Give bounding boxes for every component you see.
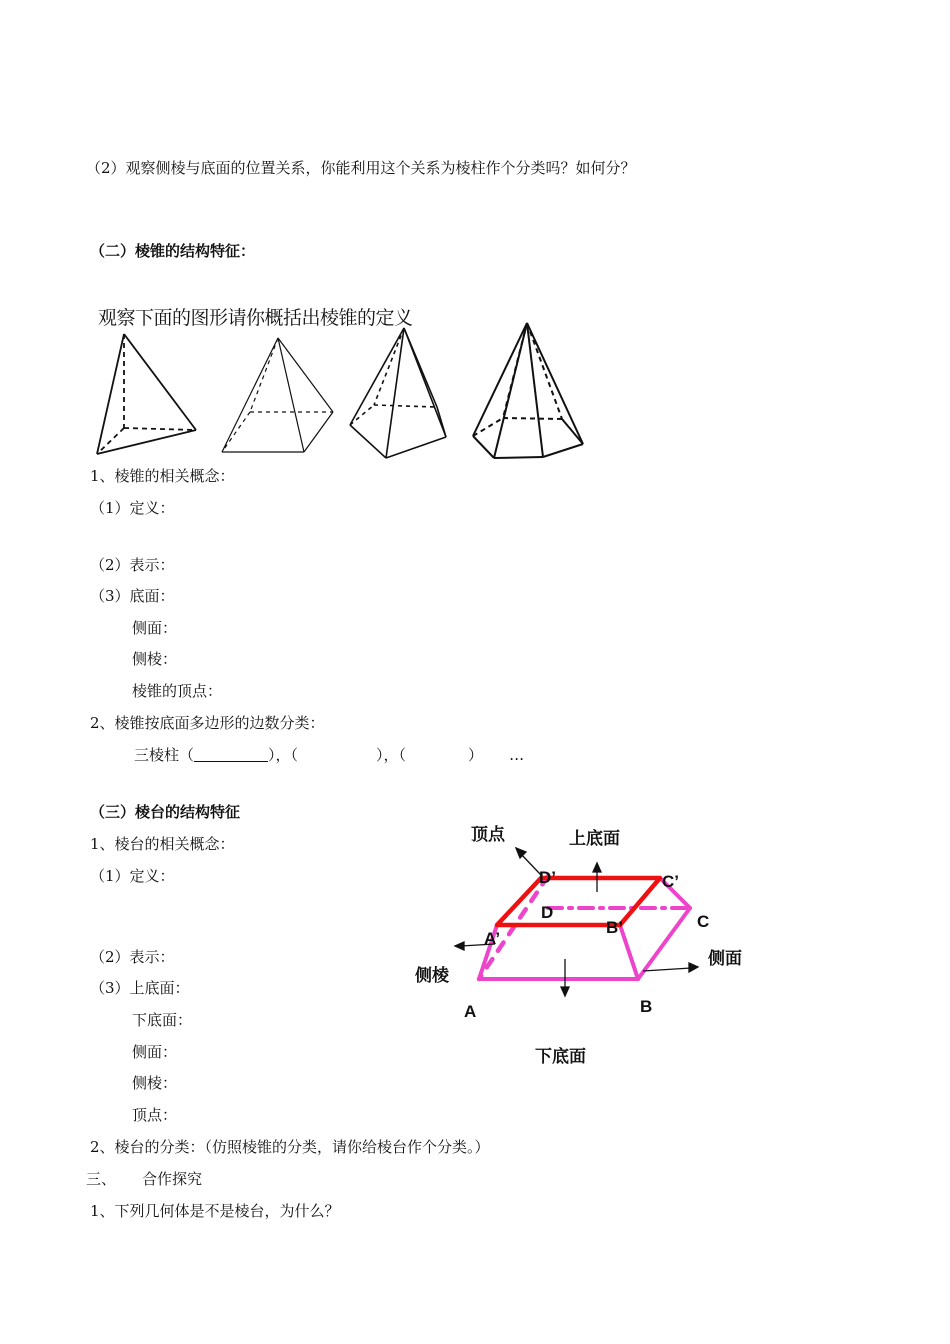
classify-paren-2: ），（ [376, 746, 407, 764]
arrow-apex [520, 853, 541, 875]
label-lateral-edge: 侧棱 [415, 966, 449, 985]
frustum-section-heading: （三）棱台的结构特征 [90, 803, 241, 821]
frustum-notation-label: （2）表示： [90, 948, 175, 966]
label-d1: D’ [539, 868, 556, 887]
pyramid-figure-caption: 观察下面的图形请你概括出棱锥的定义 [98, 307, 413, 329]
frustum-lower-base-label: 下底面： [132, 1011, 193, 1029]
label-lower-base: 下底面 [535, 1047, 586, 1066]
classify-first-label: 三棱柱（ [134, 746, 195, 764]
pyramid-classify-title: 2、棱锥按底面多边形的边数分类： [90, 714, 325, 732]
label-c: C [697, 912, 710, 931]
label-upper-base: 上底面 [569, 829, 620, 848]
classify-paren-3: ） [468, 746, 484, 764]
coop-question-1: 1、下列几何体是不是棱台，为什么？ [90, 1202, 340, 1220]
label-d: D [541, 903, 554, 922]
classify-ellipsis: … [509, 746, 525, 764]
pyramid-apex-label: 棱锥的顶点： [132, 682, 223, 700]
pyramid-definition-label: （1）定义： [90, 499, 175, 517]
frustum-apex-label: 顶点： [132, 1106, 178, 1124]
label-a1: A’ [484, 929, 501, 948]
coop-heading: 合作探究 [142, 1170, 203, 1188]
frustum-concepts-title: 1、棱台的相关概念： [90, 835, 235, 853]
frustum-definition-label: （1）定义： [90, 867, 175, 885]
pyramid-lateral-edge-label: 侧棱： [132, 650, 178, 668]
label-a: A [464, 1002, 477, 1021]
frustum-lateral-edge-label: 侧棱： [132, 1074, 178, 1092]
label-lateral-face: 侧面 [708, 949, 742, 968]
label-apex: 顶点 [471, 825, 505, 844]
prism-classification-question: （2）观察侧棱与底面的位置关系，你能利用这个关系为棱柱作个分类吗？如何分？ [86, 159, 636, 177]
label-c1: C’ [662, 872, 679, 891]
hidden-edge-dd1 [479, 876, 548, 979]
coop-heading-number: 三、 [86, 1170, 117, 1188]
pyramid-concepts-title: 1、棱锥的相关概念： [90, 467, 235, 485]
pyramid-lateral-face-label: 侧面： [132, 619, 178, 637]
frustum-classify: 2、棱台的分类：（仿照棱锥的分类，请你给棱台作个分类。） [90, 1138, 490, 1156]
pyramid-base-label: （3）底面： [90, 587, 175, 605]
pyramid-notation-label: （2）表示： [90, 556, 175, 574]
label-b: B [640, 997, 653, 1016]
arrow-lateral-face [643, 968, 691, 971]
frustum-lateral-face-label: 侧面： [132, 1043, 178, 1061]
pyramid-section-heading: （二）棱锥的结构特征： [90, 242, 256, 260]
frustum-upper-base-label: （3）上底面： [90, 979, 190, 997]
classify-paren-1: ），（ [268, 746, 299, 764]
label-b1: B’ [606, 918, 623, 937]
